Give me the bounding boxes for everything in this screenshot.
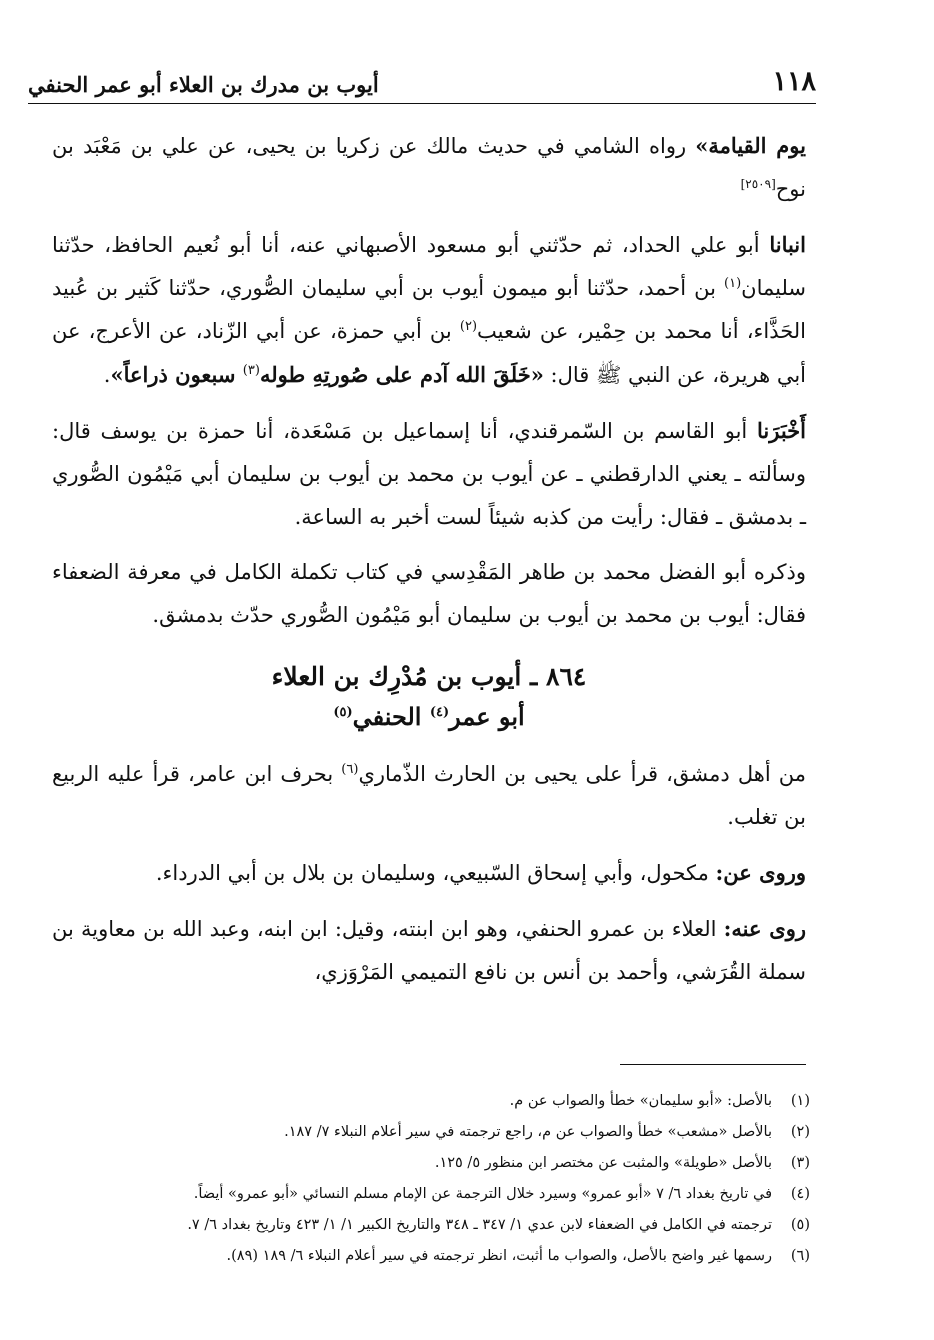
entry-kunya: أبو عمر xyxy=(449,702,525,731)
footnote-number: (٦) xyxy=(790,1248,810,1264)
main-text xyxy=(52,124,806,1006)
footnote-number: (٤) xyxy=(790,1186,810,1202)
footnote-number: (١) xyxy=(790,1093,810,1109)
footnote-ref: (٢) xyxy=(459,319,478,334)
paragraph-lead: انبانا xyxy=(769,232,806,257)
entry-heading xyxy=(52,657,806,737)
footnote-item xyxy=(170,1117,810,1148)
footnote-text: بالأصل «طويلة» والمثبت عن مختصر ابن منظور ٥/ ١٢٥. xyxy=(434,1155,772,1171)
paragraph-narrated-by xyxy=(52,907,806,994)
footnote-item xyxy=(170,1148,810,1179)
entry-subtitle xyxy=(52,697,806,737)
hadith-quote: «خَلَقَ الله آدم على صُورتِهِ طوله xyxy=(259,362,544,387)
paragraph-lead: أَخْبَرَنا xyxy=(757,418,806,443)
footnote-ref: (١) xyxy=(724,276,742,291)
paragraph-text: بن أبي حمزة، عن أبي الزّناد، عن الأعرج، عن أبي هريرة، عن النبي ﷺ قال: xyxy=(52,319,806,387)
footnote-item xyxy=(170,1179,810,1210)
footnote-text: في تاريخ بغداد ٦/ ٧ «أبو عمرو» وسيرد خلال الترجمة عن الإمام مسلم النسائي «أبو عمرو» أيضاً. xyxy=(193,1186,772,1202)
paragraph-text: بن أحمد، حدّثنا أبو ميمون أيوب بن أبي سليمان الصُّوري، حدّثنا كَثير بن عُبيد الحَذَّاء، أنا محمد بن حِمْير، عن شعيب xyxy=(52,276,807,343)
paragraph-text: أبو علي الحداد، ثم حدّثني أبو مسعود الأصبهاني عنه، أنا أبو نُعيم الحافظ، حدّثنا سليمان xyxy=(52,233,806,300)
footnotes xyxy=(170,1086,810,1272)
paragraph-text: . xyxy=(103,363,111,387)
entry-title: ٨٦٤ ـ أيوب بن مُدْرِك بن العلاء xyxy=(271,662,587,691)
entry-nisba: الحنفي xyxy=(352,702,430,731)
running-title: أيوب بن مدرك بن العلاء أبو عمر الحنفي xyxy=(28,72,379,97)
footnote-ref: (٤) xyxy=(429,705,450,720)
page-header xyxy=(28,60,816,104)
paragraph-text: رواه الشامي في حديث مالك عن زكريا بن يحيى، عن علي بن مَعْبَد بن نوح xyxy=(52,134,806,201)
footnote-divider xyxy=(620,1064,806,1065)
paragraph-narrated-from xyxy=(52,851,806,895)
paragraph-akhbarana xyxy=(52,409,806,539)
footnote-number: (٥) xyxy=(790,1217,810,1233)
footnote-number: (٣) xyxy=(790,1155,810,1171)
footnote-item xyxy=(170,1241,810,1272)
footnote-ref: (٣) xyxy=(242,363,260,378)
hadith-quote: سبعون ذراعاً» xyxy=(110,362,243,387)
page-number: ١١٨ xyxy=(772,66,816,97)
paragraph-hadith-continuation xyxy=(52,124,806,211)
paragraph-text: أبو القاسم بن السّمرقندي، أنا إسماعيل بن مَسْعَدة، أنا حمزة بن يوسف قال: وسألته ـ يعني الدارقطني ـ عن أيوب بن محمد بن أيوب بن سليمان أبي مَيْمُون الصُّوري ـ بدمشق ـ فقال: رأيت من كذبه شيئاً لست أخبر به الساعة. xyxy=(52,419,806,529)
footnote-text: بالأصل «مشعب» خطأ والصواب عن م، راجع ترجمته في سير أعلام النبلاء ٧/ ١٨٧. xyxy=(284,1124,772,1140)
footnote-ref: (٥) xyxy=(333,705,353,720)
footnote-number: (٢) xyxy=(790,1124,810,1140)
footnote-text: بالأصل: «أبو سليمان» خطأ والصواب عن م. xyxy=(509,1093,772,1109)
paragraph-origin xyxy=(52,753,806,839)
paragraph-text: وذكره أبو الفضل محمد بن طاهر المَقْدِسي في كتاب تكملة الكامل في معرفة الضعفاء فقال: أيوب بن محمد بن أيوب بن سليمان أبو مَيْمُون الصُّوري حدّث بدمشق. xyxy=(52,560,806,627)
footnote-ref: (٦) xyxy=(341,762,359,777)
paragraph-lead: روى عنه: xyxy=(723,916,806,941)
paragraph-lead: وروى عن: xyxy=(715,860,806,885)
paragraph-text: مكحول، وأبي إسحاق السّبيعي، وسليمان بن بلال بن أبي الدرداء. xyxy=(155,861,716,885)
paragraph-text: بحرف ابن عامر، قرأ عليه الربيع بن تغلب. xyxy=(52,762,806,829)
paragraph-lead: يوم القيامة» xyxy=(695,133,806,158)
footnote-text: رسمها غير واضح بالأصل، والصواب ما أثبت، انظر ترجمته في سير أعلام النبلاء ٦/ ١٨٩ (٨٩). xyxy=(226,1248,772,1264)
reference-key: [٢٥٠٩] xyxy=(740,177,776,191)
footnote-text: ترجمته في الكامل في الضعفاء لابن عدي ١/ ٣٤٧ ـ ٣٤٨ والتاريخ الكبير ١/ ١/ ٤٢٣ وتاريخ بغداد ٦/ ٧. xyxy=(187,1217,772,1233)
paragraph-dhakarahu xyxy=(52,551,806,637)
paragraph-text: من أهل دمشق، قرأ على يحيى بن الحارث الذّماري xyxy=(358,762,807,786)
footnote-item xyxy=(170,1210,810,1241)
footnote-item xyxy=(170,1086,810,1117)
paragraph-text: العلاء بن عمرو الحنفي، وهو ابن ابنته، وقيل: ابن ابنه، وعبد الله بن معاوية بن سملة القُرَشي، وأحمد بن أنس بن نافع التميمي المَرْوَزي، xyxy=(52,917,806,984)
paragraph-isnad xyxy=(52,223,806,397)
